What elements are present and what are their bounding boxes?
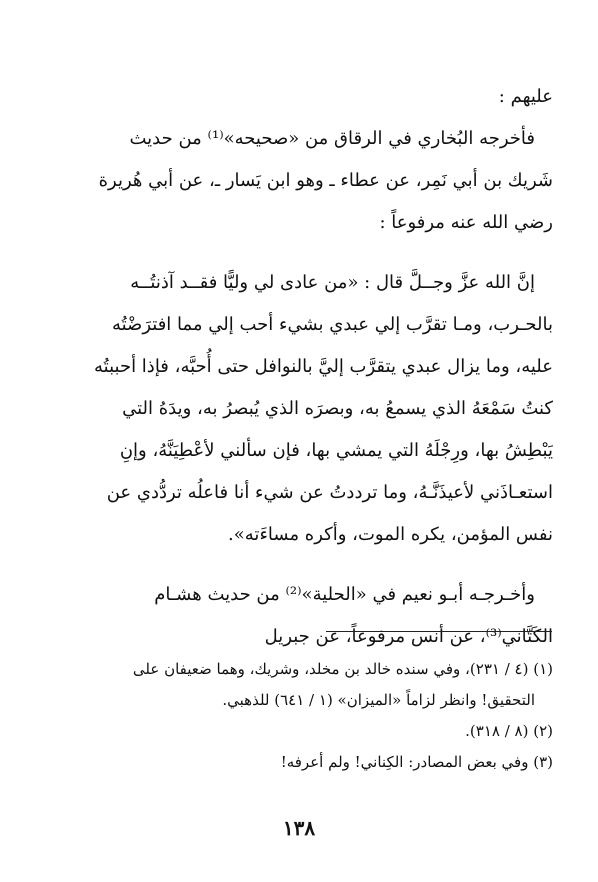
main-text: [48, 76, 553, 658]
footnote-divider: [326, 631, 552, 632]
hadith-line-3: عليه، وما يزال عبدي يتقرَّب إليَّ بالنوافل حتى أُحبَّه، فإذا أحببتُه: [94, 356, 553, 377]
page-number: ١٣٨: [282, 816, 316, 840]
footnote-3: (٣) وفي بعض المصادر: الكِناني! ولم أعرفه!: [280, 753, 553, 771]
text-line-4: رضي الله عنه مرفوعاً :: [379, 212, 553, 233]
text-line-5: وأخـرجـه أبـو نعيم في «الحلية»⁽²⁾ من حديث هشـام: [154, 584, 535, 605]
footnote-2: (٢) (٨ / ٣١٨).: [465, 722, 553, 740]
hadith-line-4: كنتُ سَمْعَهُ الذي يسمعُ به، وبصرَه الذي يُبصرُ به، ويدَهُ التي: [122, 398, 553, 419]
hadith-line-7: نفس المؤمن، يكره الموت، وأكره مساءَته».: [228, 524, 553, 545]
hadith-line-2: بالحـرب، ومـا تقرَّب إلي عبدي بشيء أحب إلي مما افترَضْتُه: [111, 314, 553, 335]
footnote-1: (١) (٤ / ٢٣١)، وفي سنده خالد بن مخلد، وشريك، وهما ضعيفان على: [132, 660, 553, 678]
footnote-1-continued: التحقيق! وانظر لزاماً «الميزان» (١ / ٦٤١) للذهبي.: [222, 691, 535, 709]
hadith-line-1: إنَّ الله عزَّ وجــلَّ قال : «من عادى لي وليًّا فقــد آذنتُــه: [130, 272, 535, 293]
hadith-line-6: استعـاذَني لأعيذَنَّـهُ، وما ترددتُ عن شيء أنا فاعلُه تردُّدي عن: [106, 482, 553, 503]
text-line-6: الكَتَّاني⁽³⁾، عن أنس مرفوعاً، عن جبريل: [264, 626, 553, 647]
hadith-line-5: يَبْطِشُ بها، ورِجْلَهُ التي يمشي بها، فإن سألني لأعْطِيَنَّهُ، وإنِ: [119, 440, 553, 461]
text-line-1: عليهم :: [498, 86, 553, 107]
footnotes: [48, 654, 553, 778]
text-line-2: فأخرجه البُخاري في الرقاق من «صحيحه»⁽¹⁾ من حديث: [129, 128, 535, 149]
text-line-3: شَريك بن أبي نَمِر، عن عطاء ـ وهو ابن يَسار ـ، عن أبي هُريرة: [98, 170, 553, 191]
